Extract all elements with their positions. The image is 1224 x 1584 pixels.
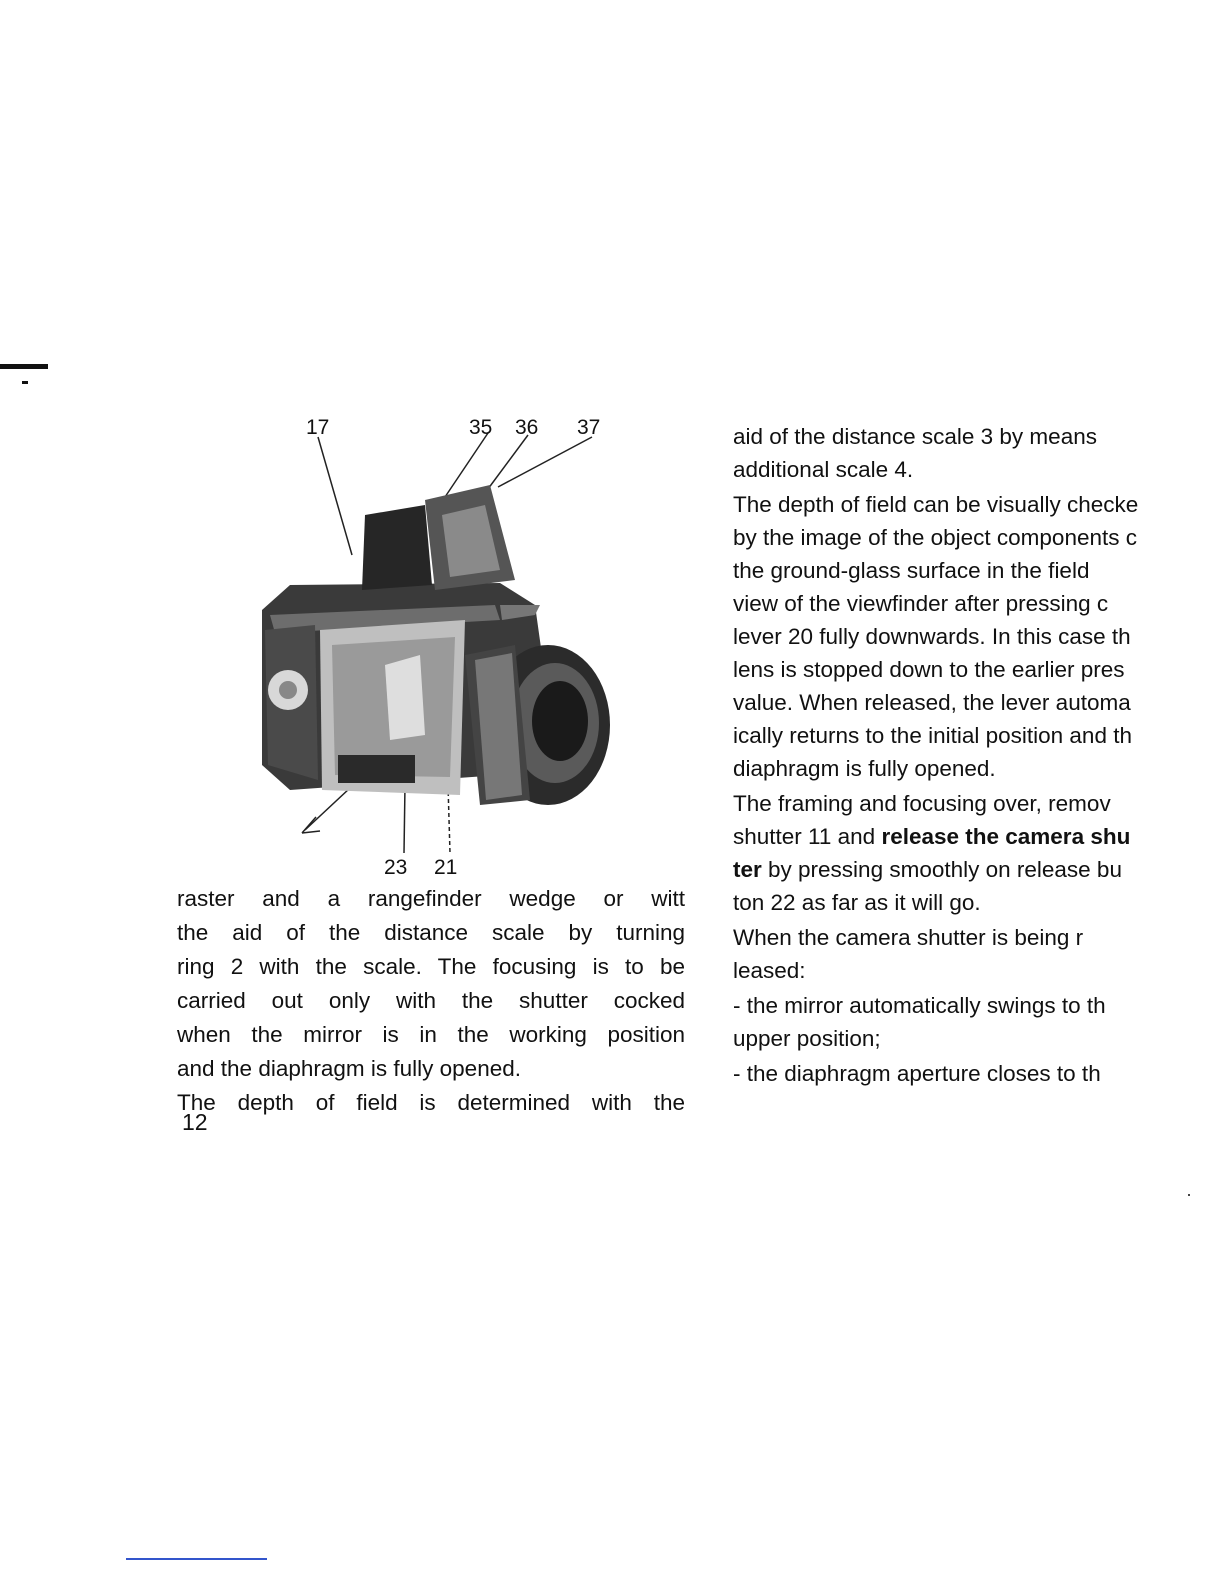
text-line [733,853,1224,886]
text-line: The framing and focusing over, remov [733,791,1111,816]
right-text-column [733,420,1224,1090]
text-line: value. When released, the lever automa [733,690,1131,715]
bold-text-run: ter [733,857,762,882]
edge-mark-small [22,381,28,384]
callout-23: 23 [384,856,408,879]
text-line: lens is stopped down to the earlier pres [733,657,1125,682]
camera-illustration [250,405,630,885]
edge-mark [0,364,48,369]
text-line: additional scale 4. [733,457,914,482]
text-line: leased: [733,958,806,983]
text-line: When the camera shutter is being r [733,925,1084,950]
callout-17: 17 [306,416,330,439]
text-line: The depth of field is determined with the [177,1090,685,1115]
text-line: by the image of the object components c [733,525,1137,550]
callout-37: 37 [577,416,601,439]
callout-36: 36 [515,416,539,439]
text-line: ring 2 with the scale. The focusing is to be [177,954,685,979]
bullet-line: - the diaphragm aperture closes to th [733,1061,1101,1086]
callout-21: 21 [434,856,458,879]
callout-35: 35 [469,416,493,439]
left-text-column [177,882,685,1120]
text-run: by pressing smoothly on release bu [761,857,1122,882]
text-line: lever 20 fully downwards. In this case th [733,624,1131,649]
text-line: upper position; [733,1026,881,1051]
text-run: shutter 11 and [733,824,882,849]
text-line: The depth of field can be visually checke [733,492,1139,517]
text-line: aid of the distance scale 3 by means [733,424,1097,449]
bottom-rule [126,1558,267,1560]
text-line: when the mirror is in the working position [177,1022,685,1047]
camera-figure [250,405,630,885]
text-line [733,820,1224,853]
bullet-line: - the mirror automatically swings to th [733,993,1106,1018]
text-line: ton 22 as far as it will go. [733,890,981,915]
page-number: 12 [182,1109,208,1135]
text-line: view of the viewfinder after pressing c [733,591,1109,616]
text-line: ically returns to the initial position and th [733,723,1132,748]
text-line: the ground-glass surface in the field [733,558,1090,583]
text-line: and the diaphragm is fully opened. [177,1056,521,1081]
text-line: diaphragm is fully opened. [733,756,996,781]
bold-text-run: release the camera shu [881,824,1131,849]
text-line: carried out only with the shutter cocked [177,988,685,1013]
text-line: raster and a rangefinder wedge or witt [177,886,685,911]
scan-speck [1188,1194,1190,1196]
text-line: the aid of the distance scale by turning [177,920,685,945]
